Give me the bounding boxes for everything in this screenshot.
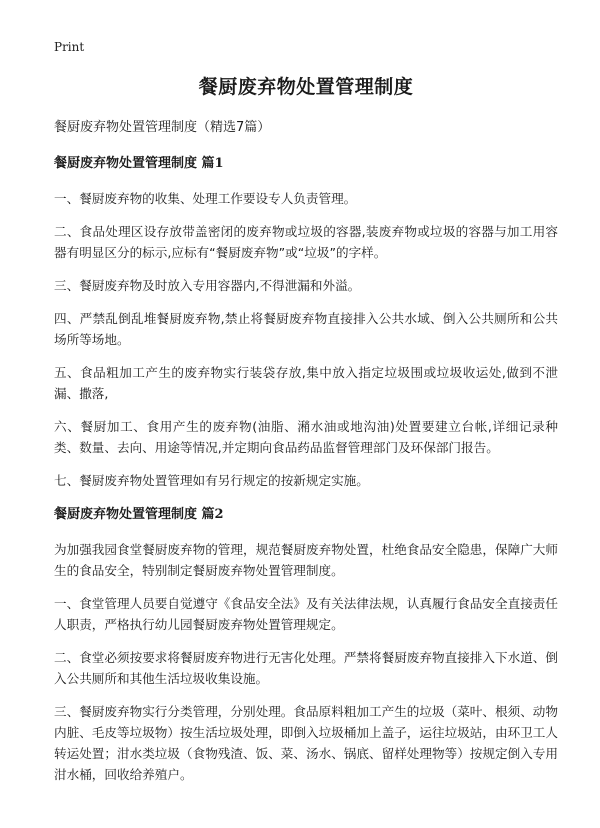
paragraph: 一、餐厨废弃物的收集、处理工作要设专人负责管理。 bbox=[54, 191, 357, 206]
paragraph: 二、食品处理区设存放带盖密闭的废弃物或垃圾的容器,装废弃物或垃圾的容器与加工用容器有明显区分的标示,应标有“餐厨废弃物”或“垃圾”的字样。 bbox=[54, 224, 558, 260]
section-heading: 餐厨废弃物处置管理制度 篇1 bbox=[54, 156, 224, 171]
document-subtitle: 餐厨废弃物处置管理制度（精选7篇） bbox=[54, 120, 271, 135]
document-title: 餐厨废弃物处置管理制度 bbox=[198, 76, 414, 98]
paragraph: 三、餐厨废弃物及时放入专用容器内,不得泄漏和外溢。 bbox=[54, 278, 361, 293]
paragraph: 七、餐厨废弃物处置管理如有另行规定的按新规定实施。 bbox=[54, 473, 369, 488]
section-1 bbox=[54, 154, 558, 491]
section-heading: 餐厨废弃物处置管理制度 篇2 bbox=[54, 507, 224, 522]
paragraph: 六、餐厨加工、食用产生的废弃物(油脂、潲水油或地沟油)处置要建立台帐,详细记录种类、数量、去向、用途等情况,并定期向食品药品监督管理部门及环保部门报告。 bbox=[54, 419, 558, 455]
paragraph: 五、食品粗加工产生的废弃物实行装袋存放,集中放入指定垃圾围或垃圾收运处,做到不泄漏、撒落, bbox=[54, 365, 558, 401]
paragraph: 四、严禁乱倒乱堆餐厨废弃物,禁止将餐厨废弃物直接排入公共水域、倒入公共厕所和公共场所等场地。 bbox=[54, 311, 558, 347]
section-2 bbox=[54, 505, 558, 785]
paragraph: 为加强我园食堂餐厨废弃物的管理，规范餐厨废弃物处置，杜绝食品安全隐患，保障广大师生的食品安全，特别制定餐厨废弃物处置管理制度。 bbox=[54, 542, 558, 578]
print-label: Print bbox=[54, 40, 85, 54]
paragraph: 二、食堂必须按要求将餐厨废弃物进行无害化处理。严禁将餐厨废弃物直接排入下水道、倒入公共厕所和其他生活垃圾收集设施。 bbox=[54, 650, 558, 686]
paragraph: 三、餐厨废弃物实行分类管理，分别处理。食品原料粗加工产生的垃圾（菜叶、根须、动物内脏、毛皮等垃圾物）按生活垃圾处理，即倒入垃圾桶加上盖子，运往垃圾站，由环卫工人转运处置；泔水类垃圾（食物残渣、饭、菜、汤水、锅底、留样处理物等）按规定倒入专用泔水桶，回收给养殖户。 bbox=[54, 704, 558, 782]
paragraph: 一、食堂管理人员要自觉遵守《食品安全法》及有关法律法规，认真履行食品安全直接责任人职责，严格执行幼儿园餐厨废弃物处置管理规定。 bbox=[54, 596, 558, 632]
